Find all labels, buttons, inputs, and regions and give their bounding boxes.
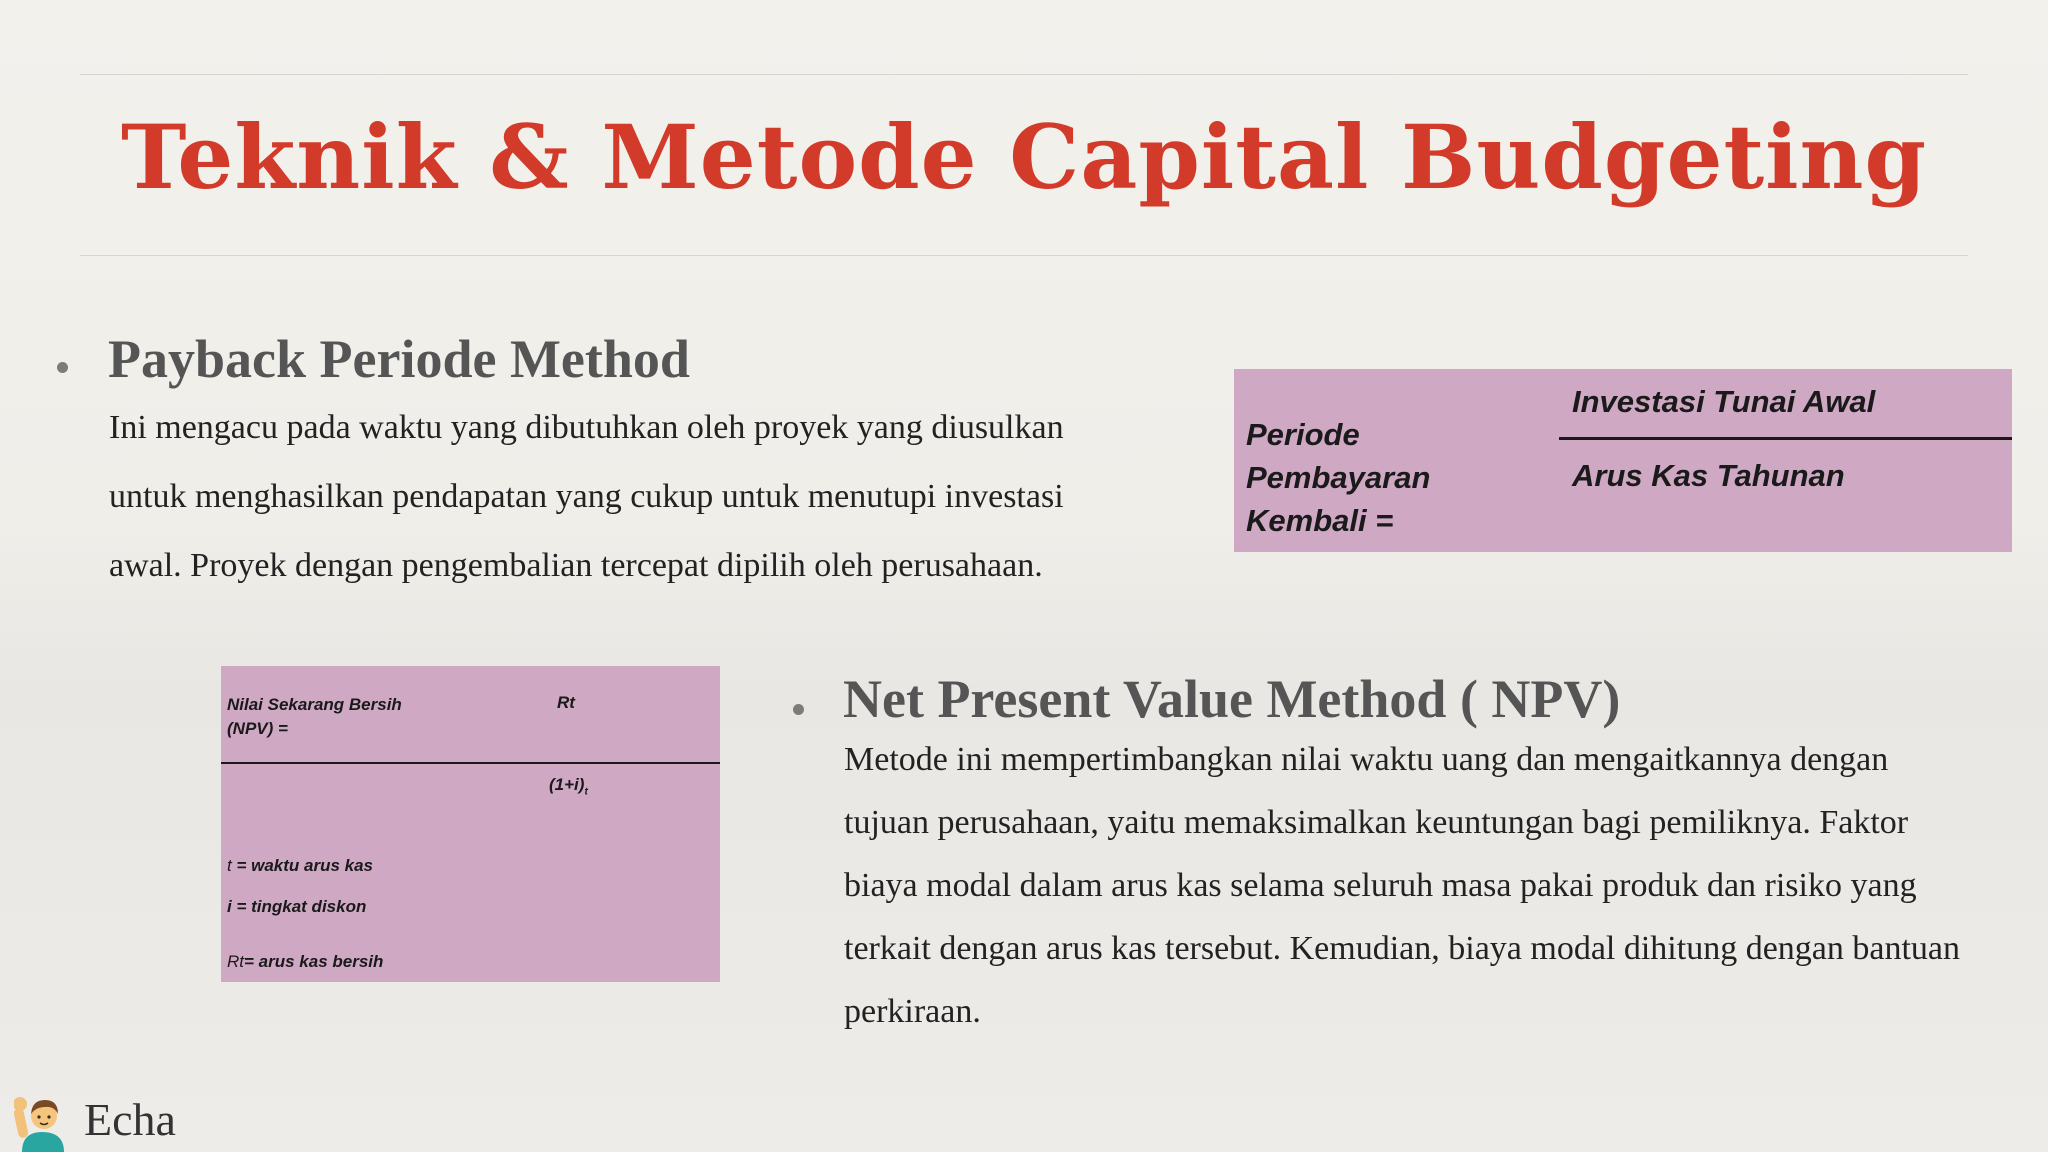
payback-formula-label <box>1246 413 1430 542</box>
npv-line: biaya modal dalam arus kas selama seluruh masa pakai produk dan risiko yang <box>844 867 1917 904</box>
bullet-dot-icon <box>57 362 68 373</box>
formula-label-line: Nilai Sekarang Bersih <box>227 695 402 714</box>
formula-label-line: Pembayaran <box>1246 460 1431 495</box>
bullet-dot-icon <box>793 704 804 715</box>
formula-label-line: Kembali = <box>1246 503 1394 538</box>
slide-title: Teknik & Metode Capital Budgeting <box>120 105 1928 209</box>
legend-symbol: i <box>227 897 232 916</box>
npv-numerator: Rt <box>557 693 575 712</box>
npv-paragraph <box>844 728 1960 1043</box>
payback-line: Ini mengacu pada waktu yang dibutuhkan oleh proyek yang diusulkan <box>109 409 1064 446</box>
npv-legend-item <box>227 856 373 876</box>
formula-label-line: Periode <box>1246 417 1360 452</box>
payback-numerator: Investasi Tunai Awal <box>1572 384 1876 419</box>
payback-formula-box <box>1234 369 2012 552</box>
legend-desc: = arus kas bersih <box>244 952 384 971</box>
payback-line: untuk menghasilkan pendapatan yang cukup untuk menutupi investasi <box>109 478 1064 515</box>
legend-desc: = tingkat diskon <box>231 897 367 916</box>
npv-fraction-bar <box>221 762 720 764</box>
npv-legend-item <box>227 952 383 972</box>
npv-line: perkiraan. <box>844 993 981 1030</box>
npv-denominator-sub: t <box>584 786 588 798</box>
npv-legend-item <box>227 897 366 917</box>
payback-fraction-bar <box>1559 437 2012 440</box>
npv-line: terkait dengan arus kas tersebut. Kemudian, biaya modal dihitung dengan bantuan <box>844 930 1961 967</box>
legend-symbol: t <box>227 856 232 875</box>
npv-formula-label <box>227 693 402 741</box>
npv-line: tujuan perusahaan, yaitu memaksimalkan keuntungan bagi pemiliknya. Faktor <box>844 804 1909 841</box>
npv-denominator <box>549 775 588 797</box>
npv-formula-box <box>221 666 720 982</box>
npv-denominator-base: (1+i) <box>549 775 585 794</box>
title-top-rule <box>80 74 1968 75</box>
formula-label-line: (NPV) = <box>227 719 288 738</box>
npv-heading: Net Present Value Method ( NPV) <box>843 669 1621 729</box>
legend-symbol: Rt <box>227 952 244 971</box>
payback-line: awal. Proyek dengan pengembalian tercepat dipilih oleh perusahaan. <box>109 547 1043 584</box>
person-raising-hand-icon <box>14 1092 70 1152</box>
legend-desc: = waktu arus kas <box>231 856 374 875</box>
payback-heading: Payback Periode Method <box>108 329 690 389</box>
payback-paragraph <box>109 393 1064 600</box>
title-bottom-rule <box>80 255 1968 256</box>
npv-line: Metode ini mempertimbangkan nilai waktu uang dan mengaitkannya dengan <box>844 741 1889 778</box>
payback-denominator: Arus Kas Tahunan <box>1572 458 1845 493</box>
author-name: Echa <box>84 1094 176 1145</box>
